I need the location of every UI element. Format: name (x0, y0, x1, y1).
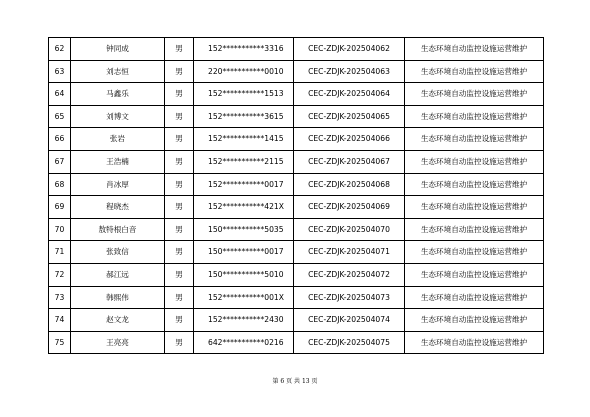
certificate-number-cell: CEC-ZDJK-202504068 (294, 173, 405, 196)
table-row (49, 150, 544, 173)
gender-cell: 男 (165, 331, 194, 354)
id-number-cell: 152***********1415 (194, 128, 294, 151)
certificate-number-cell: CEC-ZDJK-202504065 (294, 105, 405, 128)
name-cell: 程晓杰 (71, 196, 165, 219)
row-number-cell: 73 (49, 286, 71, 309)
id-number-cell: 150***********0017 (194, 241, 294, 264)
certificate-number-cell: CEC-ZDJK-202504066 (294, 128, 405, 151)
row-number-cell: 70 (49, 218, 71, 241)
id-number-cell: 152***********3316 (194, 38, 294, 61)
training-course-cell: 生态环境自动监控设施运营维护 (405, 331, 544, 354)
name-cell: 刘博文 (71, 105, 165, 128)
training-course-cell: 生态环境自动监控设施运营维护 (405, 263, 544, 286)
certificate-number-cell: CEC-ZDJK-202504073 (294, 286, 405, 309)
name-cell: 敖特根白音 (71, 218, 165, 241)
table-row (49, 286, 544, 309)
training-course-cell: 生态环境自动监控设施运营维护 (405, 173, 544, 196)
certificate-number-cell: CEC-ZDJK-202504070 (294, 218, 405, 241)
training-course-cell: 生态环境自动监控设施运营维护 (405, 218, 544, 241)
id-number-cell: 642***********0216 (194, 331, 294, 354)
row-number-cell: 72 (49, 263, 71, 286)
gender-cell: 男 (165, 38, 194, 61)
name-cell: 韩熙伟 (71, 286, 165, 309)
table-row (49, 331, 544, 354)
id-number-cell: 152***********421X (194, 196, 294, 219)
name-cell: 刘志恒 (71, 60, 165, 83)
row-number-cell: 71 (49, 241, 71, 264)
table-row (49, 105, 544, 128)
certificate-number-cell: CEC-ZDJK-202504062 (294, 38, 405, 61)
id-number-cell: 152***********1513 (194, 83, 294, 106)
row-number-cell: 67 (49, 150, 71, 173)
name-cell: 肖冰厚 (71, 173, 165, 196)
page-number: 第 6 页 共 13 页 (272, 378, 318, 385)
gender-cell: 男 (165, 105, 194, 128)
certificate-number-cell: CEC-ZDJK-202504075 (294, 331, 405, 354)
name-cell: 王浩楠 (71, 150, 165, 173)
gender-cell: 男 (165, 218, 194, 241)
id-number-cell: 150***********5010 (194, 263, 294, 286)
row-number-cell: 64 (49, 83, 71, 106)
gender-cell: 男 (165, 309, 194, 332)
gender-cell: 男 (165, 173, 194, 196)
row-number-cell: 75 (49, 331, 71, 354)
row-number-cell: 62 (49, 38, 71, 61)
table-row (49, 128, 544, 151)
name-cell: 马鑫乐 (71, 83, 165, 106)
name-cell: 赵文龙 (71, 309, 165, 332)
row-number-cell: 69 (49, 196, 71, 219)
certificate-number-cell: CEC-ZDJK-202504074 (294, 309, 405, 332)
table-row (49, 196, 544, 219)
name-cell: 王亮亮 (71, 331, 165, 354)
id-number-cell: 152***********0017 (194, 173, 294, 196)
training-course-cell: 生态环境自动监控设施运营维护 (405, 196, 544, 219)
table-row (49, 218, 544, 241)
table-row (49, 309, 544, 332)
row-number-cell: 74 (49, 309, 71, 332)
id-number-cell: 220***********0010 (194, 60, 294, 83)
training-course-cell: 生态环境自动监控设施运营维护 (405, 60, 544, 83)
certificate-number-cell: CEC-ZDJK-202504071 (294, 241, 405, 264)
table-row (49, 263, 544, 286)
table-row (49, 83, 544, 106)
table-row (49, 60, 544, 83)
row-number-cell: 68 (49, 173, 71, 196)
row-number-cell: 65 (49, 105, 71, 128)
roster-table (48, 37, 544, 354)
training-course-cell: 生态环境自动监控设施运营维护 (405, 38, 544, 61)
training-course-cell: 生态环境自动监控设施运营维护 (405, 309, 544, 332)
training-course-cell: 生态环境自动监控设施运营维护 (405, 150, 544, 173)
training-course-cell: 生态环境自动监控设施运营维护 (405, 105, 544, 128)
name-cell: 张致信 (71, 241, 165, 264)
roster-table-body (49, 38, 544, 354)
row-number-cell: 66 (49, 128, 71, 151)
name-cell: 郝江远 (71, 263, 165, 286)
gender-cell: 男 (165, 286, 194, 309)
certificate-number-cell: CEC-ZDJK-202504072 (294, 263, 405, 286)
training-course-cell: 生态环境自动监控设施运营维护 (405, 286, 544, 309)
gender-cell: 男 (165, 60, 194, 83)
id-number-cell: 152***********2115 (194, 150, 294, 173)
id-number-cell: 152***********2430 (194, 309, 294, 332)
table-row (49, 38, 544, 61)
row-number-cell: 63 (49, 60, 71, 83)
gender-cell: 男 (165, 196, 194, 219)
gender-cell: 男 (165, 83, 194, 106)
table-row (49, 241, 544, 264)
training-course-cell: 生态环境自动监控设施运营维护 (405, 128, 544, 151)
gender-cell: 男 (165, 241, 194, 264)
certificate-number-cell: CEC-ZDJK-202504067 (294, 150, 405, 173)
gender-cell: 男 (165, 128, 194, 151)
table-row (49, 173, 544, 196)
name-cell: 张岩 (71, 128, 165, 151)
certificate-number-cell: CEC-ZDJK-202504069 (294, 196, 405, 219)
gender-cell: 男 (165, 150, 194, 173)
training-course-cell: 生态环境自动监控设施运营维护 (405, 83, 544, 106)
id-number-cell: 152***********3615 (194, 105, 294, 128)
training-course-cell: 生态环境自动监控设施运营维护 (405, 241, 544, 264)
certificate-number-cell: CEC-ZDJK-202504063 (294, 60, 405, 83)
gender-cell: 男 (165, 263, 194, 286)
certificate-number-cell: CEC-ZDJK-202504064 (294, 83, 405, 106)
name-cell: 钟同成 (71, 38, 165, 61)
id-number-cell: 150***********5035 (194, 218, 294, 241)
id-number-cell: 152***********001X (194, 286, 294, 309)
